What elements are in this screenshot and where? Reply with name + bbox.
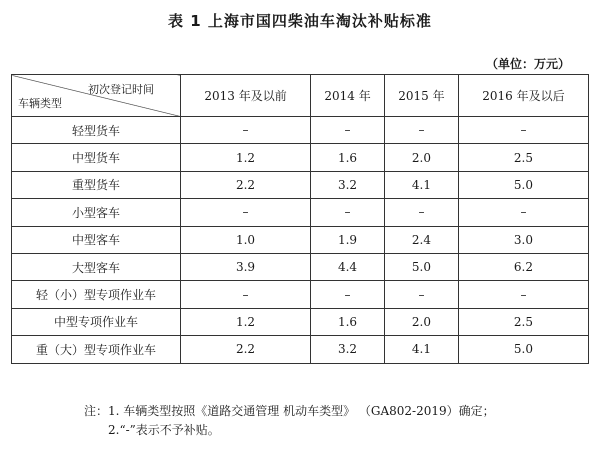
column-header: 2015 年 xyxy=(384,75,458,117)
footnote-1: 注：1. 车辆类型按照《道路交通管理 机动车类型》 （GA802-2019）确定； xyxy=(84,404,495,418)
subsidy-value-cell: 1.6 xyxy=(311,144,385,171)
table-row xyxy=(12,253,589,280)
subsidy-value-cell: – xyxy=(458,281,588,308)
subsidy-value-cell: – xyxy=(384,117,458,144)
subsidy-value-cell: – xyxy=(384,281,458,308)
subsidy-value-cell: – xyxy=(458,199,588,226)
subsidy-value-cell: 1.2 xyxy=(181,144,311,171)
subsidy-value-cell: 4.1 xyxy=(384,171,458,198)
subsidy-value-cell: – xyxy=(311,199,385,226)
table-row xyxy=(12,226,589,253)
subsidy-value-cell: – xyxy=(181,117,311,144)
subsidy-value-cell: 6.2 xyxy=(458,253,588,280)
vehicle-type-cell: 中型货车 xyxy=(12,144,181,171)
subsidy-value-cell: 2.4 xyxy=(384,226,458,253)
footnotes xyxy=(84,402,495,440)
subsidy-value-cell: 2.0 xyxy=(384,308,458,335)
subsidy-value-cell: – xyxy=(311,281,385,308)
table-body xyxy=(12,117,589,364)
subsidy-value-cell: 3.0 xyxy=(458,226,588,253)
subsidy-value-cell: 3.2 xyxy=(311,171,385,198)
column-header: 2014 年 xyxy=(311,75,385,117)
subsidy-value-cell: – xyxy=(311,117,385,144)
table-title: 表 1 上海市国四柴油车淘汰补贴标准 xyxy=(168,12,432,30)
vehicle-type-cell: 重型货车 xyxy=(12,171,181,198)
unit-label: （单位：万元） xyxy=(485,57,570,71)
subsidy-value-cell: – xyxy=(384,199,458,226)
subsidy-value-cell: 5.0 xyxy=(458,336,588,363)
subsidy-value-cell: – xyxy=(458,117,588,144)
vehicle-type-cell: 轻（小）型专项作业车 xyxy=(12,281,181,308)
subsidy-value-cell: 4.1 xyxy=(384,336,458,363)
subsidy-value-cell: 2.2 xyxy=(181,336,311,363)
column-header: 2016 年及以后 xyxy=(458,75,588,117)
subsidy-value-cell: 1.9 xyxy=(311,226,385,253)
vehicle-type-cell: 重（大）型专项作业车 xyxy=(12,336,181,363)
column-header: 2013 年及以前 xyxy=(181,75,311,117)
table-row xyxy=(12,171,589,198)
subsidy-value-cell: 1.2 xyxy=(181,308,311,335)
subsidy-value-cell: 2.2 xyxy=(181,171,311,198)
subsidy-value-cell: – xyxy=(181,199,311,226)
subsidy-value-cell: 2.0 xyxy=(384,144,458,171)
vehicle-type-cell: 大型客车 xyxy=(12,253,181,280)
subsidy-value-cell: 5.0 xyxy=(384,253,458,280)
subsidy-value-cell: – xyxy=(181,281,311,308)
subsidy-value-cell: 4.4 xyxy=(311,253,385,280)
header-row xyxy=(12,75,589,117)
subsidy-value-cell: 2.5 xyxy=(458,308,588,335)
table-row xyxy=(12,308,589,335)
footnote-2: 2.“-”表示不予补贴。 xyxy=(108,423,220,437)
subsidy-value-cell: 3.9 xyxy=(181,253,311,280)
subsidy-value-cell: 1.0 xyxy=(181,226,311,253)
subsidy-value-cell: 3.2 xyxy=(311,336,385,363)
table-row xyxy=(12,336,589,363)
corner-top-label: 初次登记时间 xyxy=(88,83,154,96)
vehicle-type-cell: 轻型货车 xyxy=(12,117,181,144)
corner-header xyxy=(12,75,181,117)
table-row xyxy=(12,144,589,171)
subsidy-value-cell: 1.6 xyxy=(311,308,385,335)
vehicle-type-cell: 小型客车 xyxy=(12,199,181,226)
table-row xyxy=(12,117,589,144)
subsidy-value-cell: 5.0 xyxy=(458,171,588,198)
table-row xyxy=(12,281,589,308)
table-row xyxy=(12,199,589,226)
corner-bottom-label: 车辆类型 xyxy=(18,97,62,110)
subsidy-value-cell: 2.5 xyxy=(458,144,588,171)
vehicle-type-cell: 中型客车 xyxy=(12,226,181,253)
vehicle-type-cell: 中型专项作业车 xyxy=(12,308,181,335)
subsidy-table xyxy=(11,74,589,364)
